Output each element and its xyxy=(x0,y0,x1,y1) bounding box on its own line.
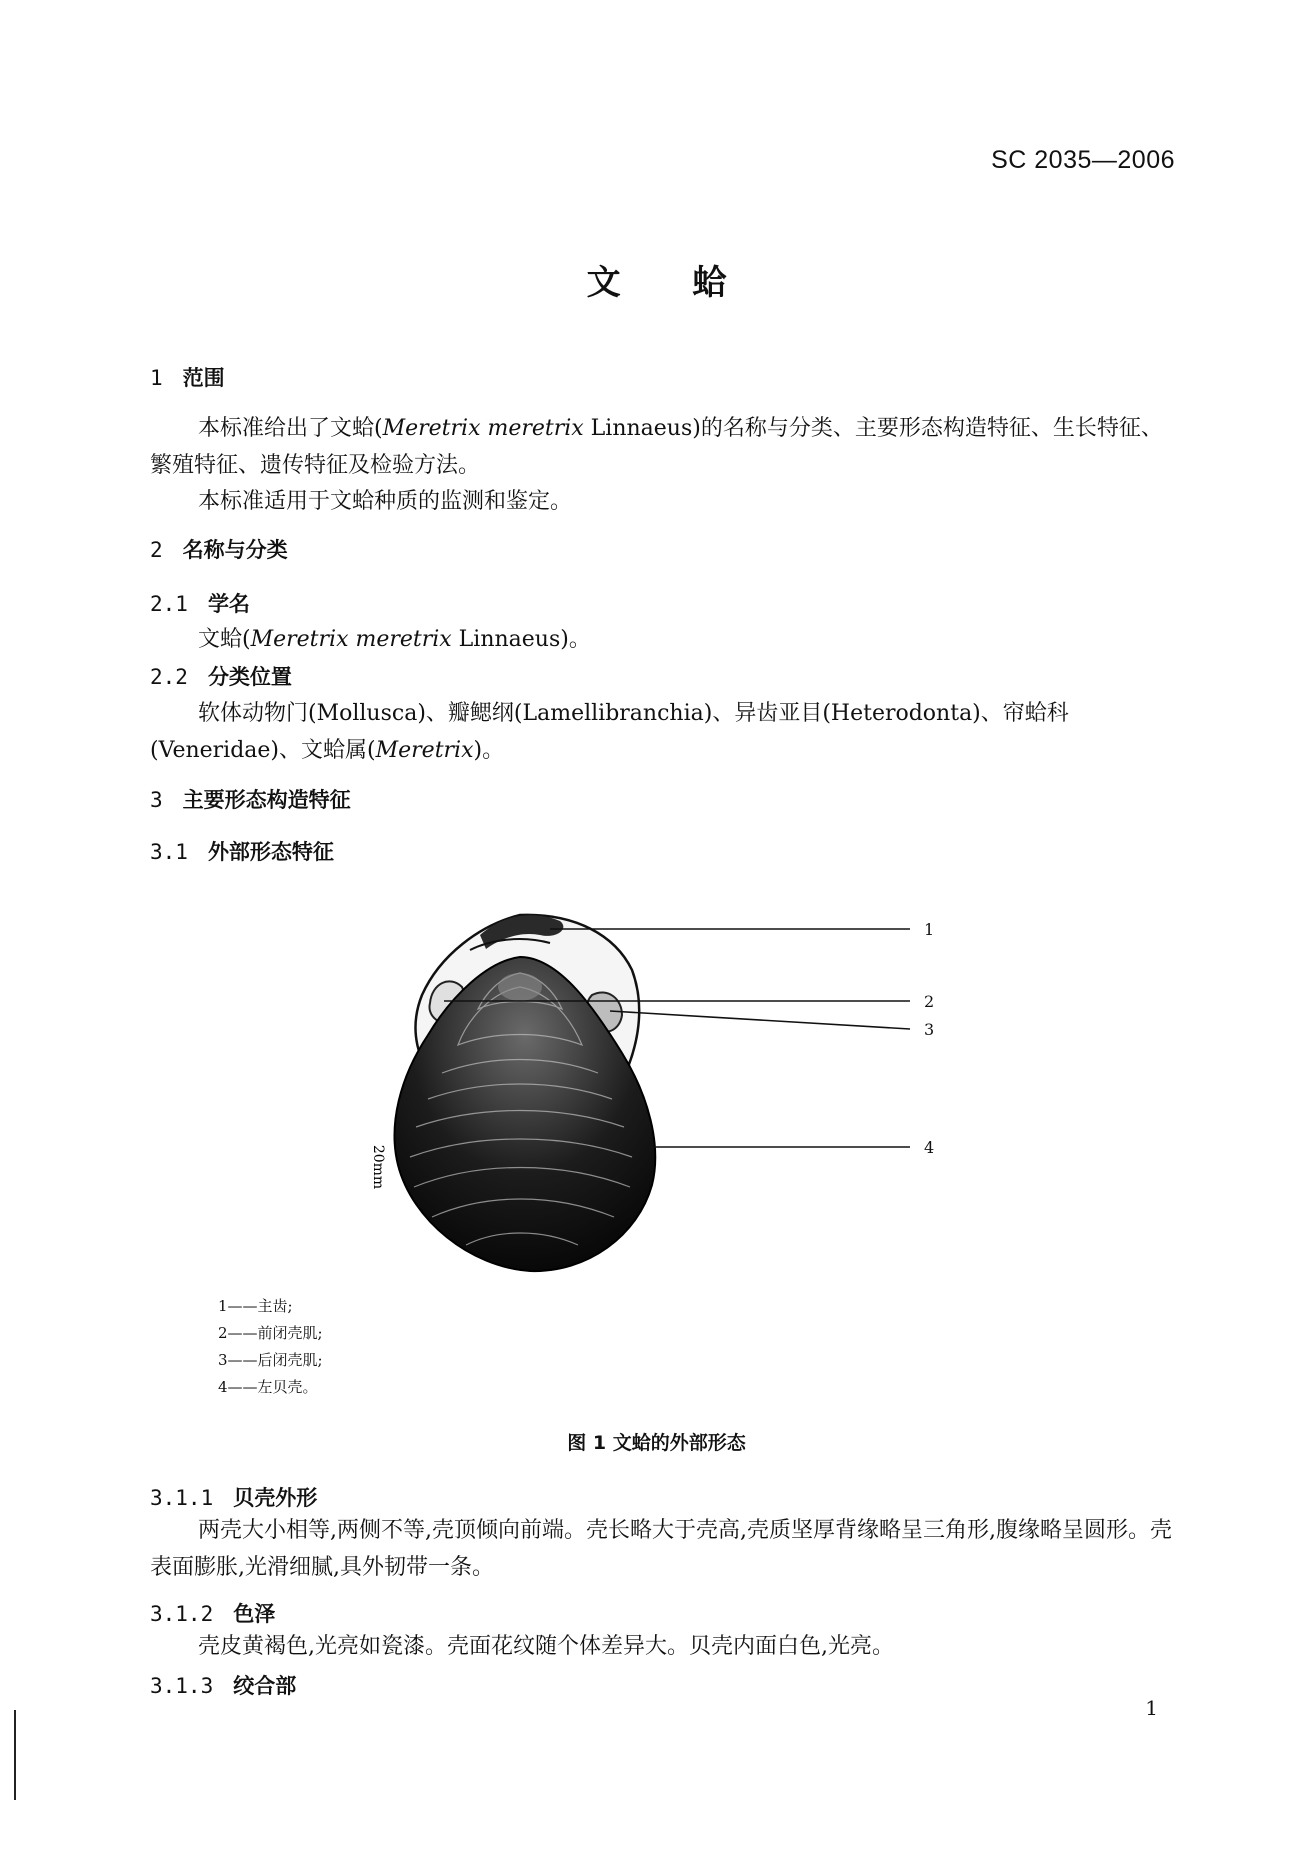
callout-4: 4 xyxy=(924,1138,935,1157)
scientific-name: Meretrix meretrix xyxy=(250,627,452,652)
figure-caption: 图 1 文蛤的外部形态 xyxy=(567,1432,746,1454)
scientific-name: Meretrix meretrix xyxy=(382,416,584,441)
page-number: 1 xyxy=(1145,1696,1158,1720)
section-3-1-1-paragraph: 两壳大小相等,两侧不等,壳顶倾向前端。壳长略大于壳高,壳质坚厚背缘略呈三角形,腹缘略呈圆形。壳表面膨胀,光滑细腻,具外韧带一条。 xyxy=(150,1518,1172,1580)
genus-name: Meretrix xyxy=(375,738,474,763)
section-2-1-paragraph: 文蛤(Meretrix meretrix Linnaeus)。 xyxy=(198,627,591,652)
legend-item: 2——前闭壳肌; xyxy=(218,1324,323,1342)
scale-bar xyxy=(370,1133,386,1201)
legend-item: 4——左贝壳。 xyxy=(218,1378,318,1396)
section-2-1-heading: 2.1 学名 xyxy=(150,592,250,616)
section-3-1-2-heading: 3.1.2 色泽 xyxy=(150,1602,276,1626)
scale-bar-label: 20mm xyxy=(370,1144,386,1190)
section-3-heading: 3 主要形态构造特征 xyxy=(150,788,351,812)
section-number: 1 xyxy=(150,366,163,390)
section-title: 范围 xyxy=(182,366,225,390)
standard-code: SC 2035—2006 xyxy=(991,146,1175,174)
section-3-1-2-paragraph: 壳皮黄褐色,光亮如瓷漆。壳面花纹随个体差异大。贝壳内面白色,光亮。 xyxy=(198,1634,894,1659)
section-2-2-paragraph: 软体动物门(Mollusca)、瓣鳃纲(Lamellibranchia)、异齿亚目(Heterodonta)、帘蛤科(Veneridae)、文蛤属(Meretrix)。 xyxy=(150,701,1069,763)
legend-item: 3——后闭壳肌; xyxy=(218,1351,323,1369)
section-3-1-heading: 3.1 外部形态特征 xyxy=(150,840,334,864)
section-1-paragraph-2: 本标准适用于文蛤种质的监测和鉴定。 xyxy=(198,489,573,514)
callout-1: 1 xyxy=(924,920,935,939)
figure-legend xyxy=(218,1293,323,1401)
document-title: 文 蛤 xyxy=(586,263,727,303)
clam-figure xyxy=(370,895,950,1275)
scan-margin-line xyxy=(14,1710,16,1800)
section-3-1-1-heading: 3.1.1 贝壳外形 xyxy=(150,1486,318,1510)
callout-3: 3 xyxy=(924,1020,935,1039)
section-3-1-3-heading: 3.1.3 绞合部 xyxy=(150,1674,297,1698)
section-2-heading: 2 名称与分类 xyxy=(150,538,288,562)
section-2-2-heading: 2.2 分类位置 xyxy=(150,665,292,689)
legend-item: 1——主齿; xyxy=(218,1297,293,1315)
section-1-paragraph-1: 本标准给出了文蛤(Meretrix meretrix Linnaeus)的名称与分类、主要形态构造特征、生长特征、繁殖特征、遗传特征及检验方法。 xyxy=(150,416,1163,478)
callout-2: 2 xyxy=(924,992,935,1011)
section-1-heading xyxy=(150,362,225,392)
